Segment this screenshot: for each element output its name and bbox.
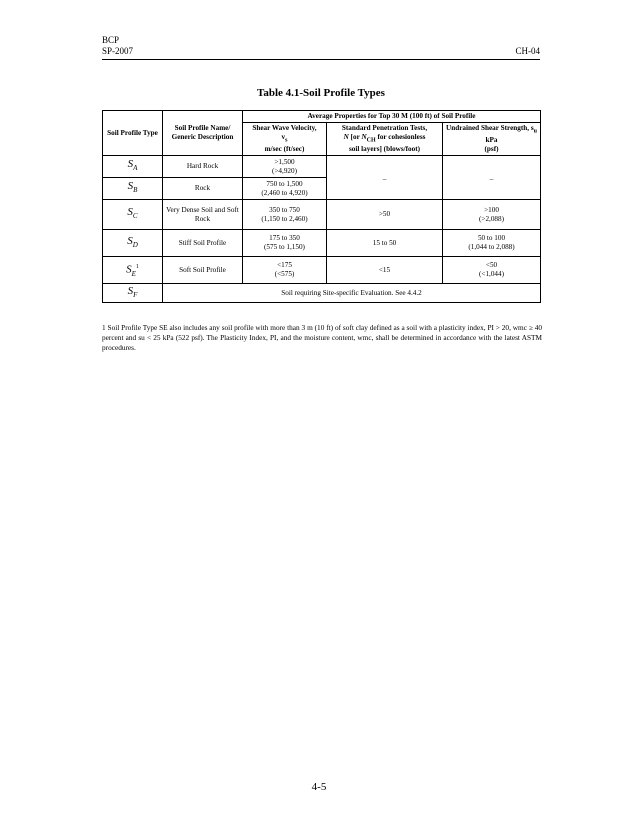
soil-name: Stiff Soil Profile [163,230,243,257]
header-und-sub: u [533,128,537,135]
shear-velocity: 750 to 1,500 (2,460 to 4,920) [243,178,327,200]
soil-symbol: $S_E^1$ [103,257,163,284]
spt-value: 15 to 50 [327,230,443,257]
header-type: Soil Profile Type [103,111,163,156]
header-shear-line3: m/sec (ft/sec) [264,145,305,154]
table-row [103,257,541,284]
shear-velocity: <175 (<575) [243,257,327,284]
header-name: Soil Profile Name/ Generic Description [163,111,243,156]
soil-symbol: $S_D$ [103,230,163,257]
header-spt-line3: soil layers] (blows/foot) [348,145,421,154]
table-footnote: 1 Soil Profile Type SE also includes any soil profile with more than 3 m (10 ft) of soft clay defined as a soil with a plasticity index, PI > 20, wmc ≥ 40 percent and su < 25 kPa (522 psf). The Plasticity Index, PI, and the moisture content, wmc, shall be determined in accordance with the latest ASTM procedures. [102,323,542,352]
table-header-row-1 [103,111,541,123]
soil-symbol: $S_B$ [103,178,163,200]
header-group: Average Properties for Top 30 M (100 ft) of Soil Profile [243,111,541,123]
soil-name: Hard Rock [163,156,243,178]
undrained-strength: >100 (>2,088) [443,200,541,230]
table-row [103,284,541,303]
header-spt-line1: Standard Penetration Tests, [341,124,428,132]
header-shear-line2: v [281,133,286,141]
header-und-line1: Undrained Shear Strength, s [446,124,534,132]
header-left [102,35,133,57]
page-number: 4-5 [311,781,327,793]
header-shear-sub: s [285,137,288,144]
header-spt-n2-sub: CH [366,137,376,144]
soil-profile-table [102,110,541,303]
header-spt [327,123,443,156]
soil-name: Soft Soil Profile [163,257,243,284]
header-und-line2: kPa [485,136,498,145]
table-title: Table 4.1-Soil Profile Types [257,87,385,99]
undrained-strength: _ [443,156,541,200]
spt-value: >50 [327,200,443,230]
header-chapter: CH-04 [515,46,540,56]
header-rule [102,59,540,60]
table-row [103,156,541,178]
header-spt-end: for cohesionless [375,133,426,141]
undrained-strength: 50 to 100 (1,044 to 2,088) [443,230,541,257]
header-spt-n2: N [361,133,367,141]
spt-value: <15 [327,257,443,284]
soil-name: Very Dense Soil and Soft Rock [163,200,243,230]
spt-value: _ [327,156,443,200]
header-org: BCP [102,35,120,45]
shear-velocity: >1,500 (>4,920) [243,156,327,178]
site-specific-note: Soil requiring Site-specific Evaluation. See 4.4.2 [163,284,541,303]
undrained-strength: <50 (<1,044) [443,257,541,284]
header-spt-n1: N [343,133,349,141]
soil-symbol: $S_F$ [103,284,163,303]
table-row [103,230,541,257]
table-row [103,200,541,230]
header-shear-line1: Shear Wave Velocity, [252,124,317,132]
soil-symbol: $S_C$ [103,200,163,230]
header-code: SP-2007 [102,46,134,56]
header-und-line3: (psf) [484,145,499,154]
soil-name: Rock [163,178,243,200]
header-undrained [443,123,541,156]
header-spt-mid: [or [348,133,362,141]
soil-symbol: $S_A$ [103,156,163,178]
header-shear [243,123,327,156]
shear-velocity: 175 to 350 (575 to 1,150) [243,230,327,257]
shear-velocity: 350 to 750 (1,150 to 2,460) [243,200,327,230]
